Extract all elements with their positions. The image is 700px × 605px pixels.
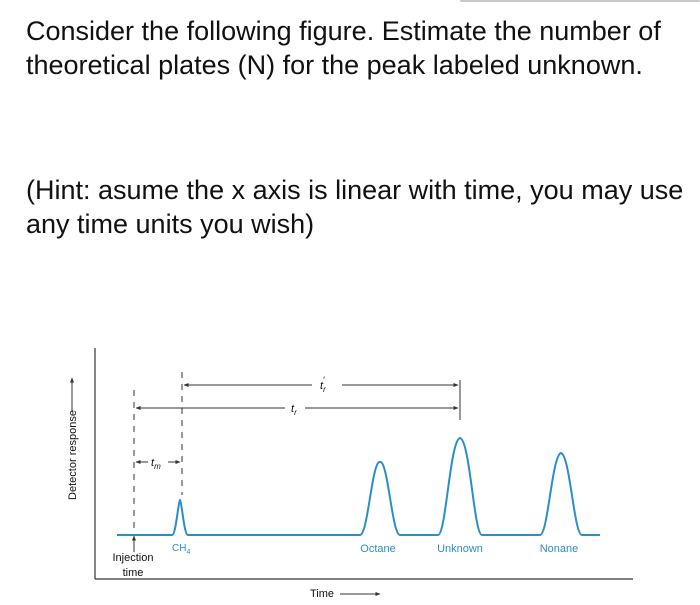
tr-prime-label: $t_r'$ <box>320 375 326 394</box>
y-axis-label <box>67 410 79 500</box>
x-axis-label: Time <box>310 588 335 600</box>
tm-label: $t_m$ <box>151 457 161 471</box>
peak-label-nonane: Nonane <box>539 543 579 555</box>
chromatogram-figure <box>0 340 700 605</box>
injection-label-line1: Injection <box>112 552 154 564</box>
hint-text: (Hint: asume the x axis is linear with time, you may use any time units you wish) <box>26 175 684 239</box>
question-text: Consider the following figure. Estimate the number of theoretical plates (N) for the peak labeled unknown. <box>26 16 661 80</box>
chromatogram-trace <box>117 438 600 535</box>
top-divider <box>0 0 700 3</box>
peak-label-ch4: $CH_4$ <box>172 543 191 556</box>
tr-label: $t_r$ <box>291 403 297 417</box>
peak-label-octane: Octane <box>360 543 396 555</box>
peak-label-unknown: Unknown <box>437 543 483 555</box>
svg-text:Detector response: Detector response <box>67 410 79 500</box>
injection-label-line2: time <box>122 567 144 579</box>
